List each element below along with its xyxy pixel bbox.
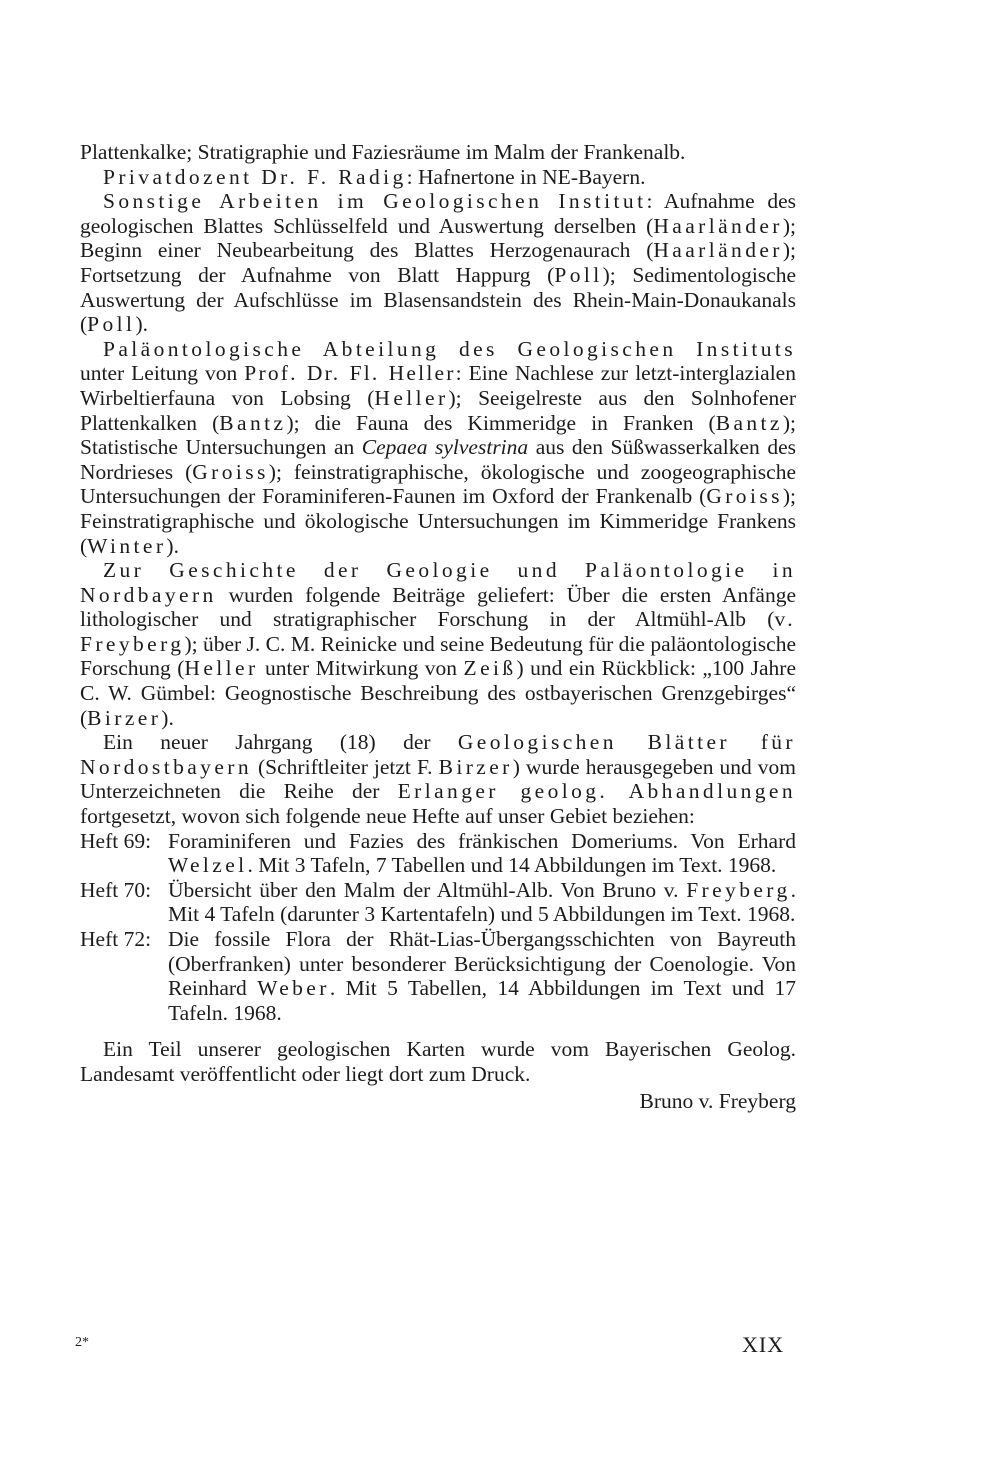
- text: : Eine Nachlese zur letzt-interglazialen Wirbeltierfauna von Lobsing (: [80, 361, 796, 410]
- series-title: Erlanger geolog. Abhandlungen: [397, 779, 796, 804]
- text: aus den Süßwasserkalken des Nordrieses (: [80, 435, 796, 484]
- text: (Schriftleiter jetzt F.: [251, 754, 439, 779]
- text: ).: [161, 705, 174, 730]
- heft-number: Heft 72:: [80, 927, 152, 951]
- journal-title: Geologischen Blätter für Nordostbayern: [80, 730, 796, 779]
- author-name: Weber: [257, 976, 330, 1001]
- text: . Mit 5 Tabellen, 14 Abbildungen im Text und 17 Tafeln. 1968.: [168, 976, 796, 1025]
- heft-number: Heft 70:: [80, 877, 152, 902]
- author-name: Zeiß: [463, 656, 517, 681]
- text: ); über J. C. M. Reinicke und seine Bedeutung für die paläontologische Forschung (: [80, 631, 796, 681]
- text: ); Beginn einer Neubearbeitung des Blattes Herzogenaurach (: [80, 213, 796, 263]
- text: Übersicht über den Malm der Altmühl-Alb. Von Bruno v.: [168, 877, 687, 902]
- text: Foraminiferen und Fazies des fränkischen Domeriums. Von Erhard: [168, 828, 796, 853]
- species-name: Cepaea sylvestrina: [361, 435, 529, 460]
- paragraph-sonstige-arbeiten: [80, 189, 796, 337]
- signature: Bruno v. Freyberg: [639, 1088, 796, 1113]
- section-lead: Zur Geschichte der Geologie und Paläontologie in Nordbayern: [80, 558, 796, 607]
- text: Ein neuer Jahrgang (18) der: [103, 730, 458, 755]
- text: ); Feinstratigraphische und ökologische Untersuchungen im Kimmeridge Frankens (: [80, 484, 796, 558]
- heft-description: [168, 927, 796, 1025]
- text: : Aufnahme des geologischen Blattes Schlüsselfeld und Auswertung derselben (: [80, 189, 796, 238]
- text: wurden folgende Beiträge geliefert: Über die ersten Anfänge lithologischer und stratigraphischer Forschung in der Altmühl-Alb (: [80, 582, 796, 632]
- heft-entry: [80, 829, 796, 878]
- text: ) und ein Rückblick: „100 Jahre C. W. Gümbel: Geognostische Beschreibung des ostbayerischen Grenzgebirges“ (: [80, 656, 797, 730]
- heft-entry: [80, 878, 796, 927]
- paragraph-geschichte: [80, 558, 796, 730]
- author-name: Groiss: [192, 459, 269, 484]
- author-name: Welzel: [168, 853, 248, 878]
- text: : Hafnertone in NE-Bayern.: [406, 164, 646, 189]
- text: ); die Fauna des Kimmeridge in Franken (: [286, 410, 716, 435]
- text: Plattenkalke; Stratigraphie und Faziesräume im Malm der Frankenalb.: [80, 140, 686, 164]
- author-name: Poll: [87, 312, 136, 337]
- text: ); Seeigelreste aus den Solnhofener Plattenkalken (: [80, 385, 797, 435]
- heft-description: [168, 829, 796, 878]
- text: unter Mitwirkung von: [258, 656, 464, 681]
- author-name: Freyberg: [686, 877, 791, 902]
- text: ).: [166, 533, 179, 558]
- text: Die fossile Flora der Rhät-Lias-Übergangsschichten von Bayreuth (Oberfranken) unter besonderer Berücksichtigung der Coenologie. Von Reinhard: [168, 927, 796, 1001]
- text: unter Leitung von: [80, 361, 245, 386]
- text: ).: [135, 312, 148, 337]
- text: . Mit 4 Tafeln (darunter 3 Kartentafeln) und 5 Abbildungen im Text. 1968.: [168, 877, 796, 927]
- text: fortgesetzt, wovon sich folgende neue Hefte auf unser Gebiet beziehen:: [80, 804, 695, 829]
- heft-number: Heft 69:: [80, 828, 152, 853]
- heft-description: [168, 878, 796, 927]
- text: . Mit 3 Tafeln, 7 Tabellen und 14 Abbildungen im Text. 1968.: [247, 853, 777, 878]
- text: ); feinstratigraphische, ökologische und zoogeographische Untersuchungen der Foraminiferen-Faunen im Oxford der Frankenalb (: [80, 459, 796, 509]
- author-name: Privatdozent Dr. F. Radig: [103, 164, 407, 189]
- author-name: Heller: [184, 656, 259, 681]
- text: ); Statistische Untersuchungen an: [80, 410, 796, 460]
- author-name: Birzer: [87, 705, 162, 730]
- author-name: Bantz: [715, 410, 783, 435]
- section-lead: Paläontologische Abteilung des Geologischen Instituts: [103, 336, 796, 361]
- paragraph-radig: [80, 165, 796, 190]
- paragraph-jahrgang: [80, 730, 796, 828]
- text: Ein Teil unserer geologischen Karten wurde vom Bayerischen Geolog. Landesamt veröffentlicht oder liegt dort zum Druck.: [80, 1037, 796, 1086]
- author-name: Heller: [374, 385, 449, 410]
- author-name: Poll: [554, 262, 603, 287]
- author-name: Groiss: [706, 484, 783, 509]
- author-name: Bantz: [219, 410, 287, 435]
- author-name: Winter: [87, 533, 167, 558]
- paragraph-plattenkalke: [80, 140, 796, 165]
- author-name: v. Freyberg: [80, 607, 796, 656]
- spacer: [80, 1025, 796, 1037]
- heft-entry: [80, 927, 796, 1025]
- text: ); Sedimentologische Auswertung der Aufschlüsse im Blasensandstein des Rhein-Main-Donaukanals (: [80, 262, 796, 337]
- author-name: Birzer: [438, 754, 513, 779]
- text: ); Fortsetzung der Aufnahme von Blatt Happurg (: [80, 238, 796, 287]
- page-number: XIX: [742, 1332, 785, 1357]
- paragraph-karten: [80, 1037, 796, 1086]
- author-name: Prof. Dr. Fl. Heller: [244, 361, 456, 386]
- text: ) wurde herausgegeben und vom Unterzeichneten die Reihe der: [80, 754, 796, 804]
- author-name: Haarländer: [653, 213, 783, 238]
- signature-mark: 2*: [75, 1335, 89, 1350]
- section-lead: Sonstige Arbeiten im Geologischen Institut: [103, 189, 647, 214]
- page-body: [80, 140, 796, 1113]
- author-name: Haarländer: [653, 238, 783, 263]
- paragraph-palaeontologische-abteilung: [80, 337, 796, 558]
